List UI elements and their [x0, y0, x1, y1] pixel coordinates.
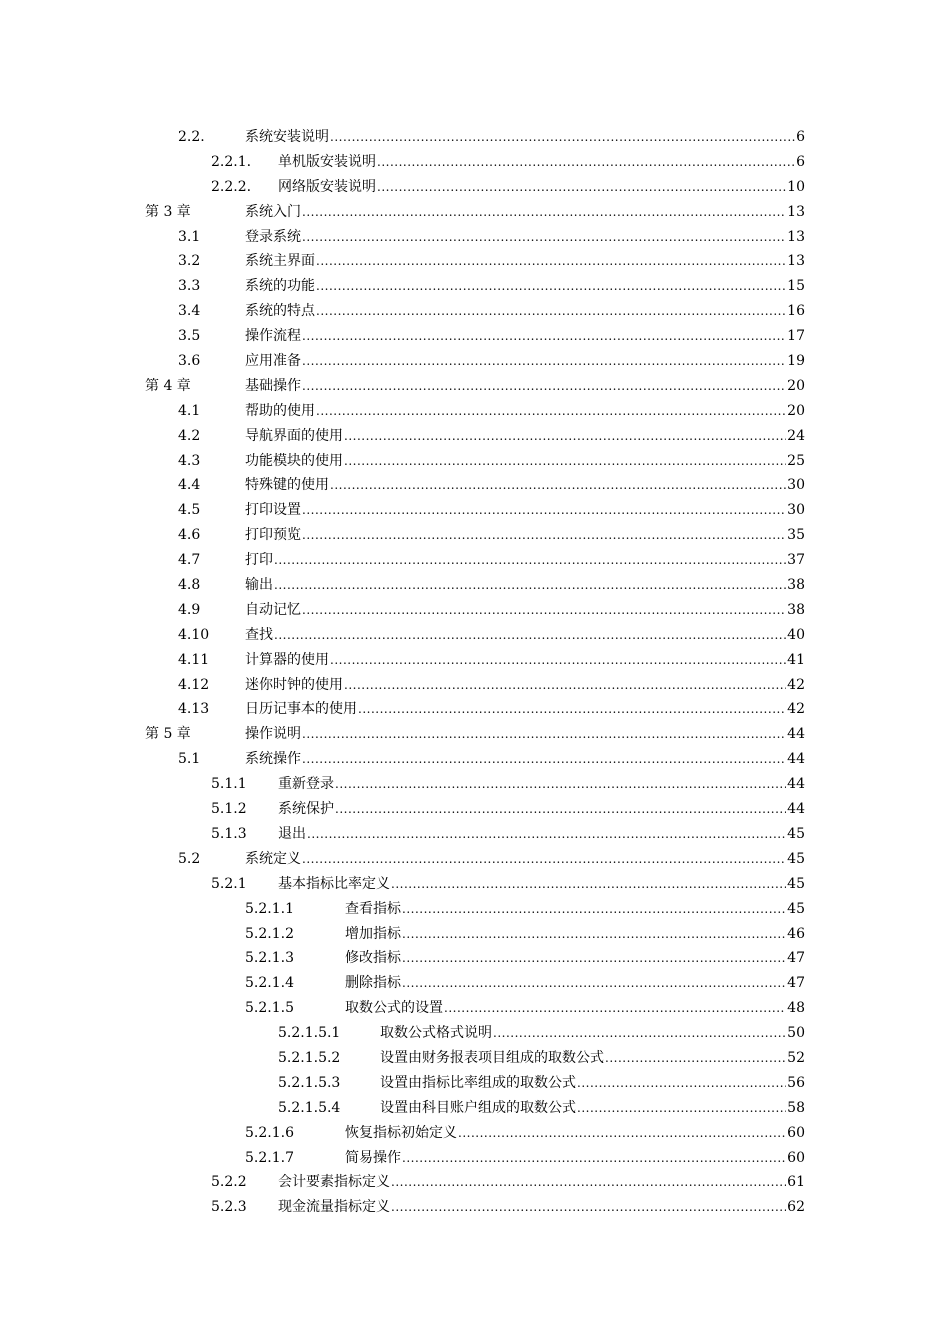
toc-entry-title: 操作说明 — [245, 722, 302, 747]
toc-entry-title: 输出 — [245, 573, 274, 598]
toc-entry-page-number: 45 — [787, 900, 805, 917]
toc-entry-page-number: 15 — [787, 278, 805, 295]
toc-entry-page-number: 44 — [787, 776, 805, 793]
toc-dot-leader — [391, 872, 786, 897]
toc-dot-leader — [402, 946, 786, 971]
toc-entry[interactable] — [0, 548, 950, 573]
toc-dot-leader — [493, 1021, 786, 1046]
toc-entry[interactable] — [0, 274, 950, 299]
toc-entry-number: 3.4 — [178, 303, 201, 320]
toc-entry-number: 第 3 章 — [145, 203, 191, 220]
toc-entry-page-number: 38 — [787, 577, 805, 594]
toc-entry-number: 5.2.1.4 — [245, 975, 294, 992]
toc-dot-leader — [302, 523, 786, 548]
toc-entry-number: 4.4 — [178, 477, 201, 494]
toc-entry-number: 4.7 — [178, 552, 201, 569]
toc-entry-title: 网络版安装说明 — [278, 175, 377, 200]
toc-entry[interactable] — [0, 225, 950, 250]
toc-dot-leader — [302, 598, 786, 623]
toc-entry[interactable] — [0, 175, 950, 200]
toc-entry[interactable] — [0, 897, 950, 922]
toc-entry[interactable] — [0, 449, 950, 474]
toc-entry-page-number: 46 — [787, 925, 805, 942]
toc-dot-leader — [302, 722, 786, 747]
toc-entry-title: 重新登录 — [278, 772, 335, 797]
toc-entry-title: 恢复指标初始定义 — [345, 1121, 458, 1146]
toc-entry-title: 计算器的使用 — [245, 648, 330, 673]
toc-dot-leader — [307, 822, 786, 847]
toc-entry[interactable] — [0, 872, 950, 897]
toc-entry-page-number: 56 — [787, 1074, 805, 1091]
toc-dot-leader — [316, 399, 786, 424]
toc-entry-title: 设置由财务报表项目组成的取数公式 — [380, 1046, 605, 1071]
toc-entry-title: 系统的特点 — [245, 299, 316, 324]
toc-entry-title: 修改指标 — [345, 946, 402, 971]
toc-entry[interactable] — [0, 324, 950, 349]
toc-entry-title: 系统操作 — [245, 747, 302, 772]
toc-dot-leader — [274, 623, 786, 648]
toc-dot-leader — [358, 697, 786, 722]
toc-entry[interactable] — [0, 847, 950, 872]
toc-entry-page-number: 45 — [787, 825, 805, 842]
toc-entry[interactable] — [0, 673, 950, 698]
toc-entry-page-number: 44 — [787, 726, 805, 743]
toc-entry-title: 打印设置 — [245, 498, 302, 523]
toc-entry-number: 4.2 — [178, 427, 201, 444]
toc-entry[interactable] — [0, 1046, 950, 1071]
toc-dot-leader — [330, 473, 786, 498]
toc-entry-title: 会计要素指标定义 — [278, 1170, 391, 1195]
toc-entry-title: 日历记事本的使用 — [245, 697, 358, 722]
toc-entry-number: 5.2.1 — [211, 875, 247, 892]
toc-entry-number: 5.2.1.5.2 — [278, 1049, 341, 1066]
toc-entry-title: 帮助的使用 — [245, 399, 316, 424]
table-of-contents — [0, 125, 950, 1220]
toc-entry-title: 取数公式的设置 — [345, 996, 444, 1021]
toc-entry[interactable] — [0, 1146, 950, 1171]
toc-entry-page-number: 19 — [787, 353, 805, 370]
toc-entry-number: 5.2.1.5.3 — [278, 1074, 341, 1091]
toc-entry[interactable] — [0, 946, 950, 971]
toc-entry-page-number: 60 — [787, 1124, 805, 1141]
toc-entry-title: 系统定义 — [245, 847, 302, 872]
toc-entry-number: 5.1.1 — [211, 776, 247, 793]
toc-entry[interactable] — [0, 772, 950, 797]
toc-entry-title: 基础操作 — [245, 374, 302, 399]
toc-entry-title: 简易操作 — [345, 1146, 402, 1171]
toc-entry[interactable] — [0, 573, 950, 598]
toc-entry-title: 设置由指标比率组成的取数公式 — [380, 1071, 577, 1096]
toc-entry[interactable] — [0, 1071, 950, 1096]
toc-entry[interactable] — [0, 623, 950, 648]
toc-entry[interactable] — [0, 922, 950, 947]
toc-entry-title: 退出 — [278, 822, 307, 847]
toc-entry-page-number: 13 — [787, 203, 805, 220]
toc-entry-page-number: 52 — [787, 1049, 805, 1066]
toc-entry-number: 5.2.1.1 — [245, 900, 294, 917]
toc-dot-leader — [302, 747, 786, 772]
toc-dot-leader — [391, 1195, 786, 1220]
toc-entry-number: 5.2.3 — [211, 1199, 247, 1216]
toc-entry-title: 迷你时钟的使用 — [245, 673, 344, 698]
toc-entry-title: 现金流量指标定义 — [278, 1195, 391, 1220]
toc-entry-number: 3.2 — [178, 253, 201, 270]
toc-entry-title: 特殊键的使用 — [245, 473, 330, 498]
toc-entry-title: 操作流程 — [245, 324, 302, 349]
toc-entry[interactable] — [0, 349, 950, 374]
toc-entry-page-number: 62 — [787, 1199, 805, 1216]
toc-dot-leader — [316, 299, 786, 324]
toc-entry-number: 5.1.3 — [211, 825, 247, 842]
toc-entry-page-number: 40 — [787, 626, 805, 643]
toc-entry-title: 增加指标 — [345, 922, 402, 947]
toc-entry[interactable] — [0, 697, 950, 722]
toc-dot-leader — [330, 125, 795, 150]
toc-entry-number: 5.2.1.6 — [245, 1124, 294, 1141]
toc-entry[interactable] — [0, 722, 950, 747]
toc-entry-title: 登录系统 — [245, 225, 302, 250]
toc-entry-page-number: 17 — [787, 328, 805, 345]
toc-entry[interactable] — [0, 822, 950, 847]
toc-entry-title: 打印预览 — [245, 523, 302, 548]
toc-entry-title: 功能模块的使用 — [245, 449, 344, 474]
toc-entry-page-number: 41 — [787, 651, 805, 668]
toc-dot-leader — [302, 349, 786, 374]
toc-entry-number: 4.1 — [178, 402, 201, 419]
toc-entry-number: 5.2.1.3 — [245, 950, 294, 967]
toc-entry-page-number: 6 — [796, 129, 805, 145]
toc-entry-number: 4.12 — [178, 676, 210, 693]
toc-entry-number: 5.1.2 — [211, 801, 247, 818]
toc-entry-title: 系统的功能 — [245, 274, 316, 299]
toc-dot-leader — [302, 374, 786, 399]
toc-dot-leader — [302, 847, 786, 872]
toc-entry-title: 打印 — [245, 548, 274, 573]
toc-dot-leader — [316, 249, 786, 274]
toc-dot-leader — [302, 225, 786, 250]
toc-entry-page-number: 38 — [787, 601, 805, 618]
toc-entry-title: 取数公式格式说明 — [380, 1021, 493, 1046]
toc-dot-leader — [402, 1146, 786, 1171]
toc-entry-number: 4.9 — [178, 601, 201, 618]
toc-entry-number: 3.5 — [178, 328, 201, 345]
toc-entry-number: 5.2.1.5.1 — [278, 1025, 341, 1042]
toc-dot-leader — [444, 996, 786, 1021]
toc-entry[interactable] — [0, 1021, 950, 1046]
toc-entry[interactable] — [0, 150, 950, 175]
toc-dot-leader — [316, 274, 786, 299]
toc-dot-leader — [335, 797, 786, 822]
toc-entry-title: 系统安装说明 — [245, 125, 330, 150]
toc-entry-title: 应用准备 — [245, 349, 302, 374]
toc-entry-page-number: 45 — [787, 875, 805, 892]
toc-dot-leader — [344, 673, 786, 698]
toc-entry-page-number: 10 — [787, 178, 805, 195]
toc-entry-page-number: 6 — [796, 153, 805, 170]
toc-dot-leader — [302, 324, 786, 349]
toc-entry[interactable] — [0, 249, 950, 274]
toc-dot-leader — [377, 175, 786, 200]
toc-entry-number: 5.2.1.5.4 — [278, 1099, 341, 1116]
toc-entry-title: 删除指标 — [345, 971, 402, 996]
toc-entry-number: 第 5 章 — [145, 726, 191, 743]
toc-entry[interactable] — [0, 1170, 950, 1195]
toc-entry[interactable] — [0, 598, 950, 623]
toc-dot-leader — [344, 424, 786, 449]
toc-entry-title: 查找 — [245, 623, 274, 648]
toc-entry-page-number: 37 — [787, 552, 805, 569]
toc-entry[interactable] — [0, 523, 950, 548]
toc-entry-title: 导航界面的使用 — [245, 424, 344, 449]
toc-entry-number: 5.2 — [178, 850, 201, 867]
toc-entry-page-number: 48 — [787, 1000, 805, 1017]
toc-entry-page-number: 50 — [787, 1025, 805, 1042]
toc-dot-leader — [577, 1096, 786, 1121]
toc-dot-leader — [330, 648, 786, 673]
toc-entry-title: 设置由科目账户组成的取数公式 — [380, 1096, 577, 1121]
toc-entry-title: 系统入门 — [245, 200, 302, 225]
toc-entry[interactable] — [0, 399, 950, 424]
toc-entry[interactable] — [0, 200, 950, 225]
toc-entry-page-number: 42 — [787, 701, 805, 718]
toc-entry-page-number: 30 — [787, 477, 805, 494]
toc-entry-page-number: 13 — [787, 253, 805, 270]
toc-dot-leader — [391, 1170, 786, 1195]
toc-entry-page-number: 60 — [787, 1149, 805, 1166]
toc-entry-page-number: 30 — [787, 502, 805, 519]
toc-entry-page-number: 58 — [787, 1099, 805, 1116]
toc-entry-number: 4.13 — [178, 701, 210, 718]
toc-dot-leader — [274, 573, 786, 598]
toc-entry-number: 5.1 — [178, 751, 201, 768]
toc-entry[interactable] — [0, 971, 950, 996]
toc-dot-leader — [577, 1071, 786, 1096]
toc-entry-title: 单机版安装说明 — [278, 150, 377, 175]
toc-entry-title: 查看指标 — [345, 897, 402, 922]
toc-entry[interactable] — [0, 299, 950, 324]
toc-entry-title: 基本指标比率定义 — [278, 872, 391, 897]
toc-dot-leader — [402, 897, 786, 922]
toc-entry-number: 4.6 — [178, 527, 201, 544]
toc-dot-leader — [302, 200, 786, 225]
toc-entry-number: 4.3 — [178, 452, 201, 469]
toc-entry-title: 系统保护 — [278, 797, 335, 822]
toc-entry-number: 3.6 — [178, 353, 201, 370]
toc-dot-leader — [377, 150, 795, 175]
toc-entry[interactable] — [0, 424, 950, 449]
toc-dot-leader — [402, 922, 786, 947]
toc-dot-leader — [335, 772, 786, 797]
toc-entry[interactable] — [0, 1195, 950, 1220]
toc-dot-leader — [302, 498, 786, 523]
toc-entry[interactable] — [0, 747, 950, 772]
toc-entry-number: 4.10 — [178, 626, 210, 643]
toc-entry-page-number: 61 — [787, 1174, 805, 1191]
toc-entry-page-number: 20 — [787, 402, 805, 419]
toc-entry-title: 自动记忆 — [245, 598, 302, 623]
toc-entry-number: 3.3 — [178, 278, 201, 295]
toc-dot-leader — [605, 1046, 786, 1071]
toc-entry-page-number: 45 — [787, 850, 805, 867]
toc-entry-number: 2.2.1. — [211, 153, 252, 170]
toc-entry-number: 第 4 章 — [145, 377, 191, 394]
toc-entry-number: 2.2. — [178, 129, 205, 145]
toc-entry-number: 5.2.1.5 — [245, 1000, 294, 1017]
toc-dot-leader — [402, 971, 786, 996]
toc-entry-title: 系统主界面 — [245, 249, 316, 274]
toc-entry[interactable] — [0, 498, 950, 523]
toc-entry-page-number: 24 — [787, 427, 805, 444]
toc-entry[interactable] — [0, 797, 950, 822]
toc-entry-page-number: 44 — [787, 751, 805, 768]
toc-entry-number: 5.2.1.7 — [245, 1149, 294, 1166]
toc-entry-number: 3.1 — [178, 228, 201, 245]
toc-entry-page-number: 35 — [787, 527, 805, 544]
toc-entry[interactable] — [0, 996, 950, 1021]
toc-entry[interactable] — [0, 648, 950, 673]
toc-entry-page-number: 42 — [787, 676, 805, 693]
toc-dot-leader — [458, 1121, 786, 1146]
toc-entry[interactable] — [0, 125, 950, 150]
toc-entry[interactable] — [0, 473, 950, 498]
toc-entry-page-number: 47 — [787, 950, 805, 967]
toc-entry-page-number: 16 — [787, 303, 805, 320]
toc-dot-leader — [344, 449, 786, 474]
toc-entry-number: 2.2.2. — [211, 178, 252, 195]
toc-entry-page-number: 25 — [787, 452, 805, 469]
toc-entry[interactable] — [0, 1096, 950, 1121]
toc-entry-page-number: 13 — [787, 228, 805, 245]
toc-entry-number: 4.5 — [178, 502, 201, 519]
toc-entry-page-number: 47 — [787, 975, 805, 992]
toc-entry-page-number: 44 — [787, 801, 805, 818]
toc-entry-number: 5.2.1.2 — [245, 925, 294, 942]
toc-entry-page-number: 20 — [787, 377, 805, 394]
toc-entry[interactable] — [0, 374, 950, 399]
toc-dot-leader — [274, 548, 786, 573]
toc-entry[interactable] — [0, 1121, 950, 1146]
toc-entry-number: 4.11 — [178, 651, 210, 668]
toc-entry-number: 5.2.2 — [211, 1174, 247, 1191]
toc-entry-number: 4.8 — [178, 577, 201, 594]
